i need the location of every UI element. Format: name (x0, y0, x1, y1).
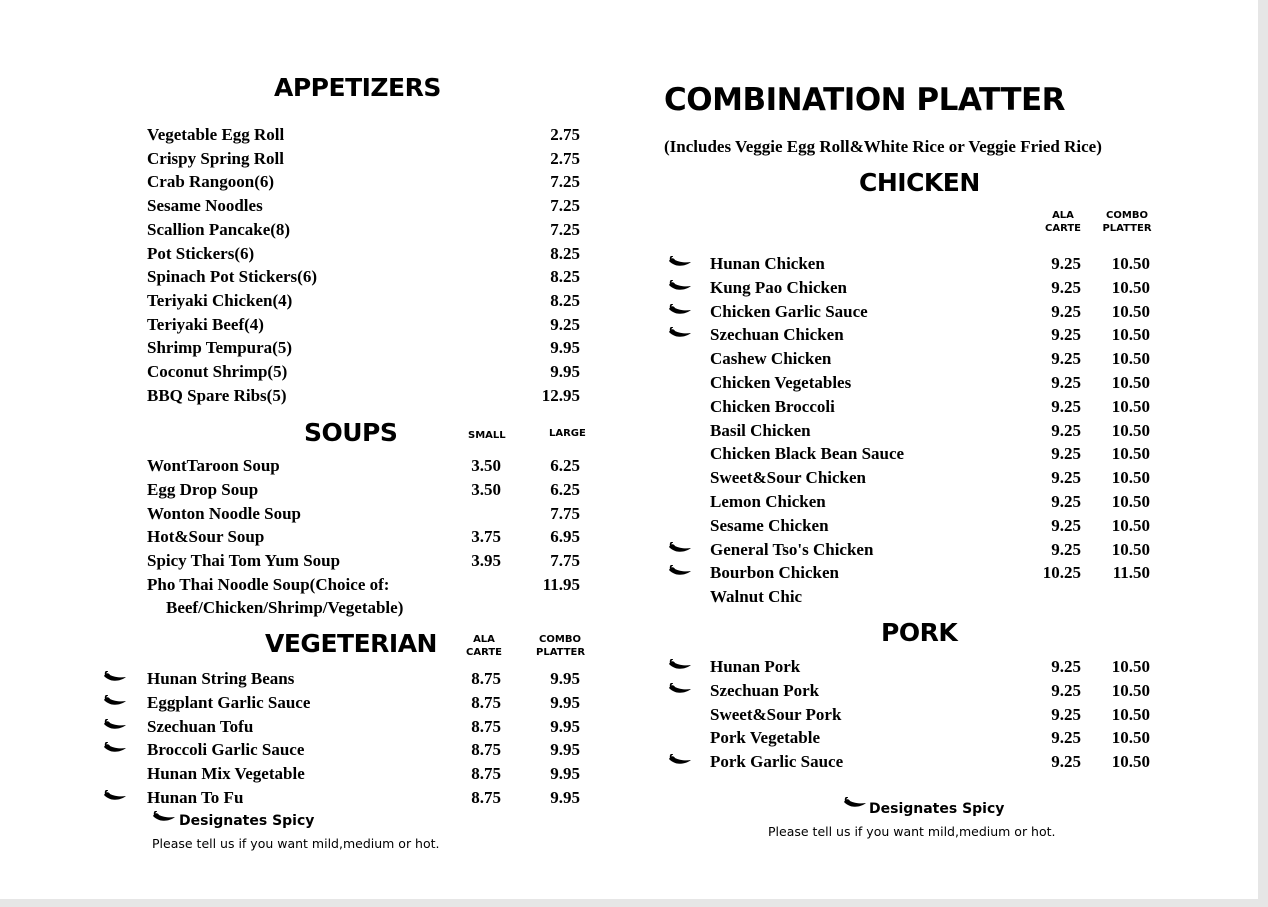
vegetarian-price-combo: 9.95 (550, 716, 580, 736)
chili-pepper-icon (103, 719, 127, 733)
appetizer-price: 9.25 (550, 314, 580, 334)
pork-price-ala-carte: 9.25 (1051, 728, 1081, 748)
appetizer-price: 8.25 (550, 267, 580, 287)
appetizer-price: 12.95 (541, 385, 580, 405)
chicken-price-combo: 11.50 (1112, 563, 1150, 583)
vegetarian-price-combo: 9.95 (550, 669, 580, 688)
chicken-price-ala-carte: 9.25 (1051, 301, 1081, 321)
pork-price-combo: 10.50 (1111, 728, 1150, 748)
chicken-price-combo: 10.50 (1111, 254, 1150, 273)
appetizer-price: 2.75 (550, 125, 580, 144)
soups-col-large: LARGE (549, 428, 586, 439)
chili-pepper-icon (668, 659, 692, 673)
soup-price-large: 7.75 (550, 503, 580, 523)
appetizer-name: Shrimp Tempura(5) (147, 338, 292, 358)
pork-price-ala-carte: 9.25 (1051, 704, 1081, 724)
soup-price-large: 6.25 (550, 479, 580, 499)
chicken-price-ala-carte: 9.25 (1051, 444, 1081, 464)
vegetarian-price-combo: 9.95 (550, 692, 580, 712)
chicken-price-ala-carte: 9.25 (1051, 396, 1081, 416)
vegetarian-price-combo: 9.95 (550, 764, 580, 784)
appetizer-name: Coconut Shrimp(5) (147, 362, 288, 381)
combination-platter-title: COMBINATION PLATTER (664, 82, 1066, 118)
chicken-price-ala-carte: 9.25 (1051, 420, 1081, 440)
chicken-price-combo: 10.50 (1111, 277, 1150, 297)
pork-item-name: Pork Vegetable (710, 728, 821, 748)
soup-name: Wonton Noodle Soup (147, 503, 301, 523)
chicken-price-ala-carte: 9.25 (1051, 349, 1081, 369)
appetizer-name: Scallion Pancake(8) (147, 219, 291, 239)
appetizer-price: 7.25 (550, 219, 580, 239)
chicken-price-combo: 10.50 (1111, 444, 1150, 464)
chicken-price-combo: 10.50 (1111, 515, 1150, 535)
soup-pho-choices: Beef/Chicken/Shrimp/Vegetable) (166, 598, 404, 617)
vegetarian-price-ala-carte: 8.75 (471, 788, 501, 807)
left-spicy-note: Please tell us if you want mild,medium or hot. (152, 836, 440, 851)
soup-name: Hot&Sour Soup (147, 527, 265, 547)
appetizer-price: 7.25 (550, 196, 580, 216)
appetizer-name: Pot Stickers(6) (147, 243, 255, 263)
chicken-col-ala-carte (1045, 209, 1081, 235)
pork-price-ala-carte: 9.25 (1051, 680, 1081, 700)
appetizer-name: Spinach Pot Stickers(6) (147, 267, 317, 287)
appetizer-price: 9.95 (550, 338, 580, 358)
chili-pepper-icon (668, 327, 692, 341)
soup-name: Pho Thai Noodle Soup(Choice of: (147, 575, 390, 594)
soup-price-small: 3.75 (471, 527, 501, 547)
chicken-col-combo-line2: PLATTER (1102, 223, 1152, 234)
chicken-price-combo: 10.50 (1111, 468, 1150, 488)
vegetarian-price-ala-carte: 8.75 (471, 716, 501, 736)
pork-price-ala-carte: 9.25 (1051, 752, 1081, 772)
chicken-item-name: Lemon Chicken (710, 492, 826, 511)
soup-price-small: 3.95 (471, 551, 501, 571)
right-spicy-note: Please tell us if you want mild,medium or hot. (768, 824, 1056, 839)
chicken-item-name: Bourbon Chicken (710, 563, 839, 583)
chicken-price-combo: 10.50 (1111, 396, 1150, 416)
chicken-item-name: Chicken Broccoli (710, 396, 835, 416)
chicken-item-name: Basil Chicken (710, 420, 811, 440)
chicken-price-combo: 10.50 (1111, 325, 1150, 345)
chicken-price-combo: 10.50 (1111, 539, 1150, 559)
vegetarian-item-name: Hunan String Beans (147, 669, 295, 688)
soup-price-small: 3.50 (471, 456, 501, 475)
vegetarian-item-name: Hunan Mix Vegetable (147, 764, 305, 784)
soup-name: Egg Drop Soup (147, 479, 259, 499)
chili-pepper-icon (103, 671, 127, 685)
pork-item-name: Szechuan Pork (710, 680, 820, 700)
chicken-col-ala-line2: CARTE (1045, 223, 1081, 234)
chicken-price-ala-carte: 9.25 (1051, 515, 1081, 535)
vegetarian-item-name: Hunan To Fu (147, 788, 244, 807)
vegetarian-col-ala-line1: ALA (473, 634, 495, 645)
chicken-title: CHICKEN (859, 168, 980, 197)
appetizer-name: Teriyaki Chicken(4) (147, 290, 293, 310)
chicken-col-combo-platter (1101, 209, 1153, 235)
chicken-price-combo: 10.50 (1111, 492, 1150, 511)
chicken-item-name: Chicken Vegetables (710, 373, 852, 392)
pork-item-name: Pork Garlic Sauce (710, 752, 844, 772)
chicken-item-name: General Tso's Chicken (710, 539, 874, 559)
appetizer-price: 9.95 (550, 362, 580, 381)
chicken-item-name: Cashew Chicken (710, 349, 832, 369)
pork-item-name: Hunan Pork (710, 657, 801, 676)
soup-price-large: 6.25 (550, 456, 580, 475)
chicken-col-combo-line1: COMBO (1106, 210, 1148, 221)
chicken-item-name: Sweet&Sour Chicken (710, 468, 866, 488)
chili-pepper-icon (668, 256, 692, 270)
chicken-item-name: Chicken Garlic Sauce (710, 301, 868, 321)
vegetarian-item-name: Broccoli Garlic Sauce (147, 740, 305, 760)
soups-col-small: SMALL (468, 430, 506, 441)
chicken-item-name: Hunan Chicken (710, 254, 825, 273)
pork-price-combo: 10.50 (1111, 752, 1150, 772)
appetizer-name: Crispy Spring Roll (147, 148, 284, 168)
chicken-item-name: Chicken Black Bean Sauce (710, 444, 905, 464)
soup-name: WontTaroon Soup (147, 456, 280, 475)
chili-pepper-icon (668, 683, 692, 697)
chicken-price-combo: 10.50 (1111, 349, 1150, 369)
vegetarian-col-ala-carte (466, 633, 502, 659)
pork-price-ala-carte: 9.25 (1051, 657, 1081, 676)
appetizer-price: 7.25 (550, 172, 580, 192)
vegetarian-col-combo-line2: PLATTER (536, 647, 586, 658)
chili-pepper-icon (668, 565, 692, 579)
appetizer-price: 8.25 (550, 243, 580, 263)
left-spicy-legend: Designates Spicy (179, 813, 315, 829)
chicken-item-name: Sesame Chicken (710, 515, 829, 535)
pork-price-combo: 10.50 (1111, 704, 1150, 724)
chili-pepper-icon (103, 790, 127, 804)
pork-price-combo: 10.50 (1111, 680, 1150, 700)
chicken-price-ala-carte: 10.25 (1042, 563, 1081, 583)
appetizer-price: 2.75 (550, 148, 580, 168)
vegetarian-col-combo-line1: COMBO (539, 634, 581, 645)
vegetarian-price-ala-carte: 8.75 (471, 764, 501, 784)
chicken-price-combo: 10.50 (1111, 420, 1150, 440)
chili-pepper-icon (152, 811, 176, 825)
chili-pepper-icon (668, 754, 692, 768)
appetizers-title: APPETIZERS (274, 73, 441, 102)
pork-price-combo: 10.50 (1111, 657, 1150, 676)
chili-pepper-icon (668, 304, 692, 318)
chicken-price-combo: 10.50 (1111, 373, 1150, 392)
combination-platter-subtitle: (Includes Veggie Egg Roll&White Rice or Veggie Fried Rice) (664, 137, 1102, 156)
pork-title: PORK (881, 618, 958, 647)
vegetarian-price-combo: 9.95 (550, 788, 580, 807)
appetizer-name: BBQ Spare Ribs(5) (147, 385, 287, 405)
pork-item-name: Sweet&Sour Pork (710, 704, 842, 724)
chicken-price-ala-carte: 9.25 (1051, 254, 1081, 273)
chicken-col-ala-line1: ALA (1052, 210, 1074, 221)
chicken-item-name: Kung Pao Chicken (710, 277, 847, 297)
chicken-price-ala-carte: 9.25 (1051, 325, 1081, 345)
chicken-price-ala-carte: 9.25 (1051, 539, 1081, 559)
appetizer-name: Teriyaki Beef(4) (147, 314, 264, 334)
chicken-item-name: Szechuan Chicken (710, 325, 844, 345)
appetizer-name: Crab Rangoon(6) (147, 172, 275, 192)
vegetarian-item-name: Eggplant Garlic Sauce (147, 692, 311, 712)
chicken-price-combo: 10.50 (1111, 301, 1150, 321)
chicken-price-ala-carte: 9.25 (1051, 277, 1081, 297)
page-edge-bottom (0, 899, 1268, 907)
chili-pepper-icon (668, 280, 692, 294)
chili-pepper-icon (843, 797, 867, 811)
soups-title: SOUPS (304, 418, 398, 447)
vegetarian-col-ala-line2: CARTE (466, 647, 502, 658)
soup-price-large: 6.95 (550, 527, 580, 547)
page-edge-right (1258, 0, 1268, 907)
appetizer-name: Sesame Noodles (147, 196, 263, 216)
chili-pepper-icon (103, 695, 127, 709)
vegetarian-price-ala-carte: 8.75 (471, 740, 501, 760)
chicken-price-ala-carte: 9.25 (1051, 492, 1081, 511)
soup-price-large: 7.75 (550, 551, 580, 571)
vegetarian-col-combo-platter (536, 633, 584, 659)
vegetarian-price-combo: 9.95 (550, 740, 580, 760)
soup-price-small: 3.50 (471, 479, 501, 499)
chili-pepper-icon (668, 542, 692, 556)
appetizer-name: Vegetable Egg Roll (147, 125, 285, 144)
chicken-price-ala-carte: 9.25 (1051, 468, 1081, 488)
chicken-item-name: Walnut Chic (710, 587, 803, 607)
soup-name: Spicy Thai Tom Yum Soup (147, 551, 341, 571)
soup-price-large: 11.95 (542, 575, 580, 594)
appetizer-price: 8.25 (550, 290, 580, 310)
chicken-price-ala-carte: 9.25 (1051, 373, 1081, 392)
vegetarian-title: VEGETERIAN (265, 629, 437, 658)
right-spicy-legend: Designates Spicy (869, 801, 1005, 817)
vegetarian-price-ala-carte: 8.75 (471, 669, 501, 688)
vegetarian-item-name: Szechuan Tofu (147, 716, 254, 736)
chili-pepper-icon (103, 742, 127, 756)
vegetarian-price-ala-carte: 8.75 (471, 692, 501, 712)
